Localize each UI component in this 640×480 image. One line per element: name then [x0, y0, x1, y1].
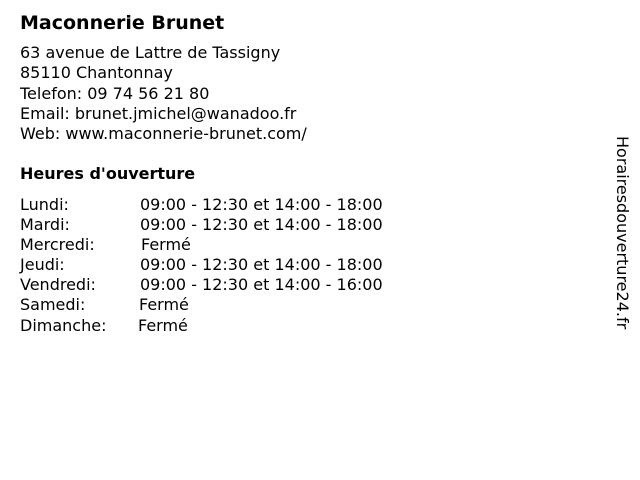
business-contact-block: [20, 43, 307, 144]
opening-hours-heading: Heures d'ouverture: [20, 164, 196, 183]
hours-day-label: Dimanche:: [20, 315, 107, 335]
phone-line: Telefon: 09 74 56 21 80: [20, 83, 210, 103]
address-street: 63 avenue de Lattre de Tassigny: [20, 43, 281, 62]
hours-day-label: Mercredi:: [20, 235, 95, 255]
business-name: Maconnerie Brunet: [20, 12, 225, 34]
hours-time-value: 09:00 - 12:30 et 14:00 - 16:00: [140, 275, 383, 295]
hours-time-value: 09:00 - 12:30 et 14:00 - 18:00: [140, 195, 383, 214]
hours-day-label: Jeudi:: [20, 255, 65, 275]
hours-time-value: Fermé: [141, 235, 191, 255]
hours-time-value: 09:00 - 12:30 et 14:00 - 18:00: [140, 215, 383, 235]
hours-day-label: Mardi:: [20, 215, 70, 235]
email-line: Email: brunet.jmichel@wanadoo.fr: [20, 103, 297, 123]
hours-day-label: Samedi:: [20, 295, 86, 315]
hours-time-value: Fermé: [138, 315, 188, 335]
hours-day-label: Vendredi:: [20, 275, 96, 295]
hours-day-label: Lundi:: [20, 195, 69, 214]
website-line: Web: www.maconnerie-brunet.com/: [20, 124, 307, 144]
hours-time-value: 09:00 - 12:30 et 14:00 - 18:00: [140, 255, 383, 275]
address-city: 85110 Chantonnay: [20, 63, 173, 83]
hours-time-value: Fermé: [139, 295, 189, 315]
site-watermark: Horairesdouverture24.fr: [613, 136, 632, 330]
